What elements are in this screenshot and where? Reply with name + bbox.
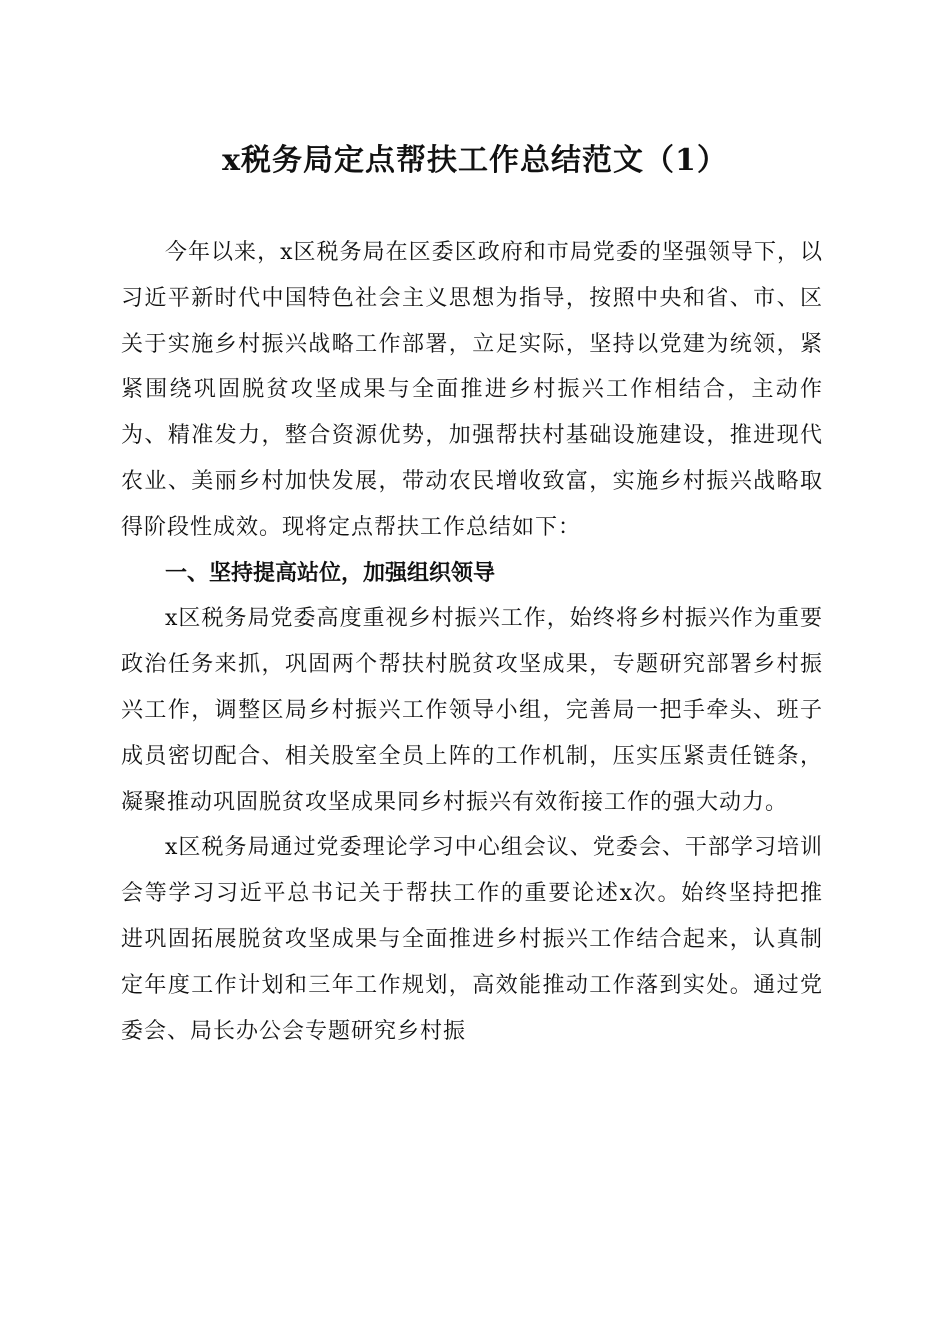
document-title: x税务局定点帮扶工作总结范文（1） [222,143,728,178]
document-body [121,230,823,1054]
paragraph-leadership: x区税务局党委高度重视乡村振兴工作，始终将乡村振兴作为重要政治任务来抓，巩固两个帮扶村脱贫攻坚成果，专题研究部署乡村振兴工作，调整区局乡村振兴工作领导小组，完善局一把手牵头、班子成员密切配合、相关股室全员上阵的工作机制，压实压紧责任链条，凝聚推动巩固脱贫攻坚成果同乡村振兴有效衔接工作的强大动力。 [121,606,823,815]
paragraph-intro: 今年以来，x区税务局在区委区政府和市局党委的坚强领导下，以习近平新时代中国特色社会主义思想为指导，按照中央和省、市、区关于实施乡村振兴战略工作部署，立足实际，坚持以党建为统领，紧紧围绕巩固脱贫攻坚成果与全面推进乡村振兴工作相结合，主动作为、精准发力，整合资源优势，加强帮扶村基础设施建设，推进现代农业、美丽乡村加快发展，带动农民增收致富，实施乡村振兴战略取得阶段性成效。现将定点帮扶工作总结如下： [121,240,823,540]
section-heading: 一、坚持提高站位，加强组织领导 [165,560,496,586]
paragraph-study: x区税务局通过党委理论学习中心组会议、党委会、干部学习培训会等学习习近平总书记关于帮扶工作的重要论述x次。始终坚持把推进巩固拓展脱贫攻坚成果与全面推进乡村振兴工作结合起来，认真制定年度工作计划和三年工作规划，高效能推动工作落到实处。通过党委会、局长办公会专题研究乡村振 [121,835,823,1044]
